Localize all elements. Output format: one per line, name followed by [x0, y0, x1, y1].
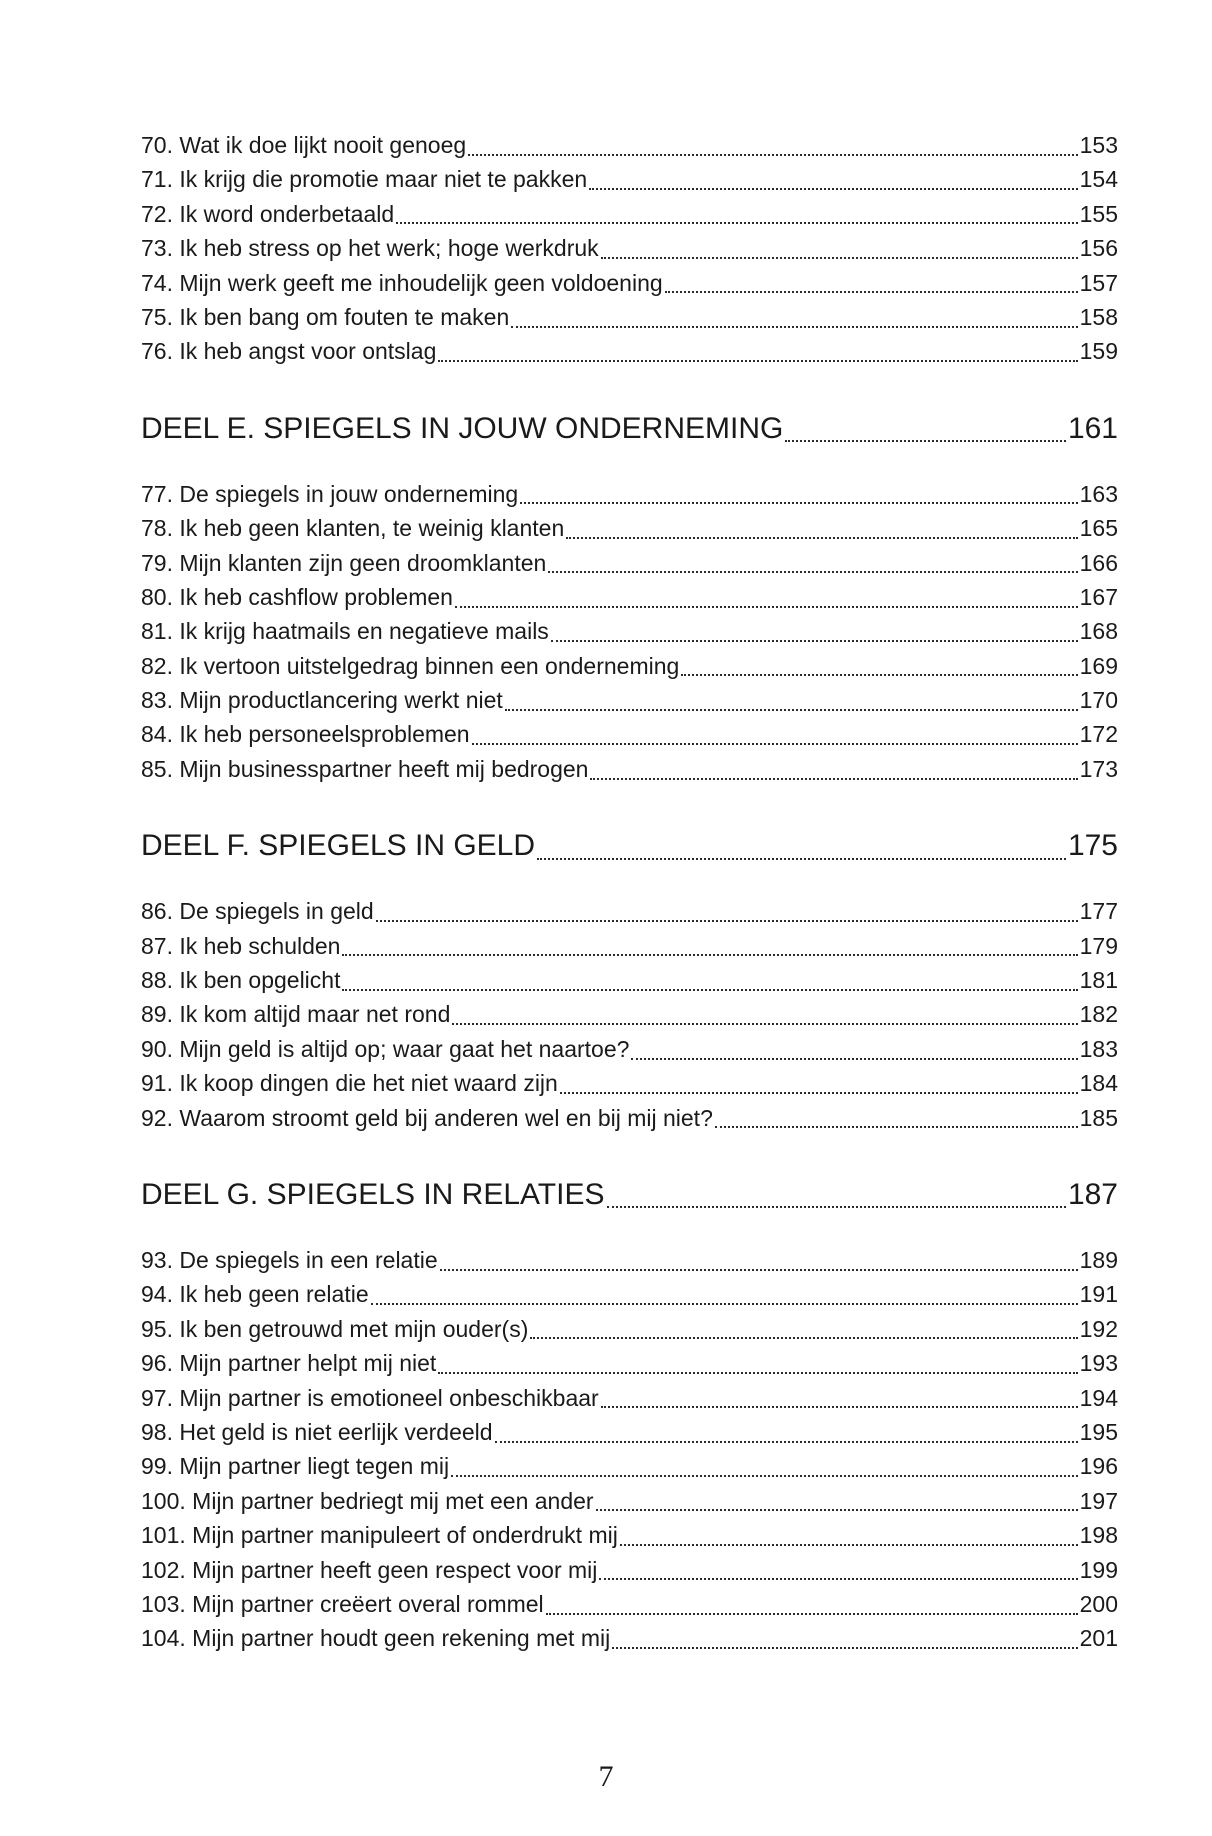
dot-leader	[440, 1268, 1078, 1271]
toc-entry	[141, 231, 1118, 265]
toc-entry-page: 198	[1079, 1522, 1118, 1549]
toc-entry-list	[141, 128, 1118, 369]
toc-entry	[141, 963, 1118, 997]
toc-entry-title: 99. Mijn partner liegt tegen mij	[141, 1453, 450, 1480]
toc-entry	[141, 649, 1118, 683]
toc-entry-page: 156	[1079, 235, 1118, 262]
dot-leader	[468, 153, 1077, 156]
toc-entry	[141, 1587, 1118, 1621]
dot-leader	[342, 953, 1077, 956]
toc-entry-page: 167	[1079, 583, 1118, 610]
dot-leader	[511, 325, 1077, 328]
toc-entry-page: 155	[1079, 200, 1118, 227]
toc-entry-page: 194	[1079, 1384, 1118, 1411]
toc-entry	[141, 1449, 1118, 1483]
toc-entry-page: 172	[1079, 721, 1118, 748]
dot-leader	[548, 570, 1077, 573]
toc-entry-title: 87. Ik heb schulden	[141, 932, 341, 959]
part-heading-title: DEEL E. SPIEGELS IN JOUW ONDERNEMING	[141, 411, 784, 445]
toc-entry-page: 185	[1079, 1104, 1118, 1131]
part-heading-page: 161	[1067, 411, 1118, 445]
toc-entry-title: 72. Ik word onderbetaald	[141, 200, 395, 227]
toc-entry-page: 153	[1079, 132, 1118, 158]
toc-entry-page: 165	[1079, 515, 1118, 542]
toc-entry	[141, 266, 1118, 300]
toc-entry-list	[141, 1243, 1118, 1656]
dot-leader	[599, 1577, 1077, 1580]
toc-entry-page: 158	[1079, 303, 1118, 330]
toc-entry	[141, 1066, 1118, 1100]
toc-entry	[141, 1484, 1118, 1518]
toc-entry-title: 75. Ik ben bang om fouten te maken	[141, 303, 510, 330]
toc-entry-page: 170	[1079, 687, 1118, 714]
dot-leader	[596, 1508, 1078, 1511]
toc-entry	[141, 1101, 1118, 1135]
toc-entry-title: 76. Ik heb angst voor ontslag	[141, 338, 437, 365]
part-heading-page: 187	[1067, 1177, 1118, 1211]
toc-entry-page: 184	[1079, 1070, 1118, 1097]
toc-entry-title: 95. Ik ben getrouwd met mijn ouder(s)	[141, 1315, 529, 1342]
toc-entry	[141, 929, 1118, 963]
toc-entry-page: 195	[1079, 1418, 1118, 1445]
toc-entry-page: 177	[1079, 898, 1118, 925]
toc-entry-title: 104. Mijn partner houdt geen rekening met mij	[141, 1625, 611, 1652]
part-heading	[141, 407, 1118, 451]
toc-entry-page: 173	[1079, 755, 1118, 782]
toc-entry-list	[141, 894, 1118, 1135]
toc-part-section	[141, 824, 1118, 1135]
toc-entry-title: 89. Ik kom altijd maar net rond	[141, 1001, 451, 1028]
toc-entry	[141, 752, 1118, 786]
dot-leader	[785, 439, 1066, 442]
toc-entry	[141, 580, 1118, 614]
part-heading	[141, 1173, 1118, 1217]
toc-part-section	[141, 1173, 1118, 1656]
part-heading-title: DEEL G. SPIEGELS IN RELATIES	[141, 1177, 605, 1211]
dot-leader	[546, 1612, 1078, 1615]
dot-leader	[376, 919, 1078, 922]
dot-leader	[566, 536, 1077, 539]
part-heading-page: 175	[1067, 829, 1118, 863]
toc-entry-page: 183	[1079, 1035, 1118, 1062]
toc-entry-title: 79. Mijn klanten zijn geen droomklanten	[141, 549, 547, 576]
toc-part-section	[141, 407, 1118, 787]
toc-entry	[141, 197, 1118, 231]
toc-entry-title: 102. Mijn partner heeft geen respect voor mij	[141, 1556, 598, 1583]
toc-entry	[141, 1381, 1118, 1415]
toc-entry-title: 71. Ik krijg die promotie maar niet te pakken	[141, 166, 588, 193]
dot-leader	[520, 501, 1077, 504]
toc-entry-title: 78. Ik heb geen klanten, te weinig klanten	[141, 515, 565, 542]
toc-entry	[141, 334, 1118, 368]
toc-entry-list	[141, 477, 1118, 787]
dot-leader	[396, 221, 1077, 224]
dot-leader	[438, 1371, 1077, 1374]
toc-entry-title: 73. Ik heb stress op het werk; hoge werkdruk	[141, 235, 599, 262]
toc-entry	[141, 894, 1118, 928]
toc-entry-page: 163	[1079, 480, 1118, 507]
toc-entry	[141, 1346, 1118, 1380]
page-number: 7	[598, 1760, 614, 1793]
toc-entry-title: 100. Mijn partner bedriegt mij met een ander	[141, 1487, 594, 1514]
part-heading	[141, 824, 1118, 868]
dot-leader	[681, 673, 1077, 676]
dot-leader	[451, 1474, 1078, 1477]
toc-entry-page: 201	[1079, 1625, 1118, 1652]
dot-leader	[551, 639, 1078, 642]
dot-leader	[601, 1405, 1078, 1408]
toc-entry-title: 94. Ik heb geen relatie	[141, 1281, 369, 1308]
toc-entry-page: 193	[1079, 1350, 1118, 1377]
toc-entry	[141, 300, 1118, 334]
toc-entry	[141, 511, 1118, 545]
toc-entry-title: 74. Mijn werk geeft me inhoudelijk geen voldoening	[141, 269, 663, 296]
toc-entry-page: 166	[1079, 549, 1118, 576]
toc-entry-title: 80. Ik heb cashflow problemen	[141, 583, 453, 610]
toc-entry-page: 154	[1079, 166, 1118, 193]
toc-entry-page: 197	[1079, 1487, 1118, 1514]
dot-leader	[665, 290, 1078, 293]
toc-entry	[141, 997, 1118, 1031]
toc-entry-title: 98. Het geld is niet eerlijk verdeeld	[141, 1418, 493, 1445]
toc-entry-page: 189	[1079, 1246, 1118, 1273]
toc-entry	[141, 1032, 1118, 1066]
dot-leader	[455, 605, 1078, 608]
dot-leader	[590, 777, 1077, 780]
toc-entry-title: 101. Mijn partner manipuleert of onderdrukt mij	[141, 1522, 618, 1549]
toc-entry	[141, 162, 1118, 196]
toc-entry	[141, 128, 1118, 162]
toc-entry-page: 192	[1079, 1315, 1118, 1342]
toc-entry-page: 181	[1079, 967, 1118, 994]
toc-entry-title: 86. De spiegels in geld	[141, 898, 374, 925]
toc-entry-title: 97. Mijn partner is emotioneel onbeschikbaar	[141, 1384, 599, 1411]
dot-leader	[472, 742, 1078, 745]
toc-entry	[141, 546, 1118, 580]
toc-entry-page: 191	[1079, 1281, 1118, 1308]
dot-leader	[601, 256, 1078, 259]
table-of-contents	[141, 128, 1118, 1656]
dot-leader	[530, 1336, 1077, 1339]
toc-entry-page: 179	[1079, 932, 1118, 959]
dot-leader	[371, 1302, 1078, 1305]
toc-entry-title: 70. Wat ik doe lijkt nooit genoeg	[141, 132, 467, 158]
toc-entry	[141, 683, 1118, 717]
dot-leader	[495, 1440, 1078, 1443]
dot-leader	[631, 1057, 1077, 1060]
toc-entry-title: 84. Ik heb personeelsproblemen	[141, 721, 470, 748]
toc-entry-page: 157	[1079, 269, 1118, 296]
toc-entry-page: 182	[1079, 1001, 1118, 1028]
dot-leader	[505, 708, 1078, 711]
dot-leader	[537, 857, 1066, 860]
toc-entry	[141, 1621, 1118, 1655]
toc-entry-title: 96. Mijn partner helpt mij niet	[141, 1350, 437, 1377]
toc-entry-title: 88. Ik ben opgelicht	[141, 967, 341, 994]
toc-entry-page: 196	[1079, 1453, 1118, 1480]
toc-entry	[141, 1243, 1118, 1277]
toc-entry	[141, 1277, 1118, 1311]
dot-leader	[438, 359, 1077, 362]
toc-entry	[141, 1312, 1118, 1346]
dot-leader	[715, 1125, 1078, 1128]
toc-entry	[141, 614, 1118, 648]
toc-entry	[141, 477, 1118, 511]
toc-entry-title: 77. De spiegels in jouw onderneming	[141, 480, 519, 507]
toc-entry-title: 91. Ik koop dingen die het niet waard zijn	[141, 1070, 558, 1097]
toc-entry	[141, 1415, 1118, 1449]
toc-entry-page: 200	[1079, 1590, 1118, 1617]
toc-entry-title: 81. Ik krijg haatmails en negatieve mails	[141, 618, 549, 645]
dot-leader	[560, 1091, 1078, 1094]
toc-entry	[141, 1518, 1118, 1552]
dot-leader	[620, 1543, 1078, 1546]
toc-entry-title: 90. Mijn geld is altijd op; waar gaat het naartoe?	[141, 1035, 630, 1062]
toc-entry	[141, 717, 1118, 751]
toc-entry-title: 93. De spiegels in een relatie	[141, 1246, 438, 1273]
dot-leader	[607, 1205, 1066, 1208]
dot-leader	[589, 187, 1077, 190]
toc-entry-title: 82. Ik vertoon uitstelgedrag binnen een onderneming	[141, 652, 680, 679]
toc-entry-title: 103. Mijn partner creëert overal rommel	[141, 1590, 544, 1617]
toc-entry-page: 199	[1079, 1556, 1118, 1583]
part-heading-title: DEEL F. SPIEGELS IN GELD	[141, 829, 536, 863]
toc-entry-page: 159	[1079, 338, 1118, 365]
dot-leader	[612, 1646, 1077, 1649]
toc-entry-page: 169	[1079, 652, 1118, 679]
toc-entry-title: 83. Mijn productlancering werkt niet	[141, 687, 503, 714]
dot-leader	[342, 988, 1077, 991]
toc-entry	[141, 1553, 1118, 1587]
toc-entry-title: 92. Waarom stroomt geld bij anderen wel en bij mij niet?	[141, 1104, 713, 1131]
toc-entry-title: 85. Mijn businesspartner heeft mij bedrogen	[141, 755, 589, 782]
dot-leader	[452, 1022, 1077, 1025]
toc-entry-page: 168	[1079, 618, 1118, 645]
